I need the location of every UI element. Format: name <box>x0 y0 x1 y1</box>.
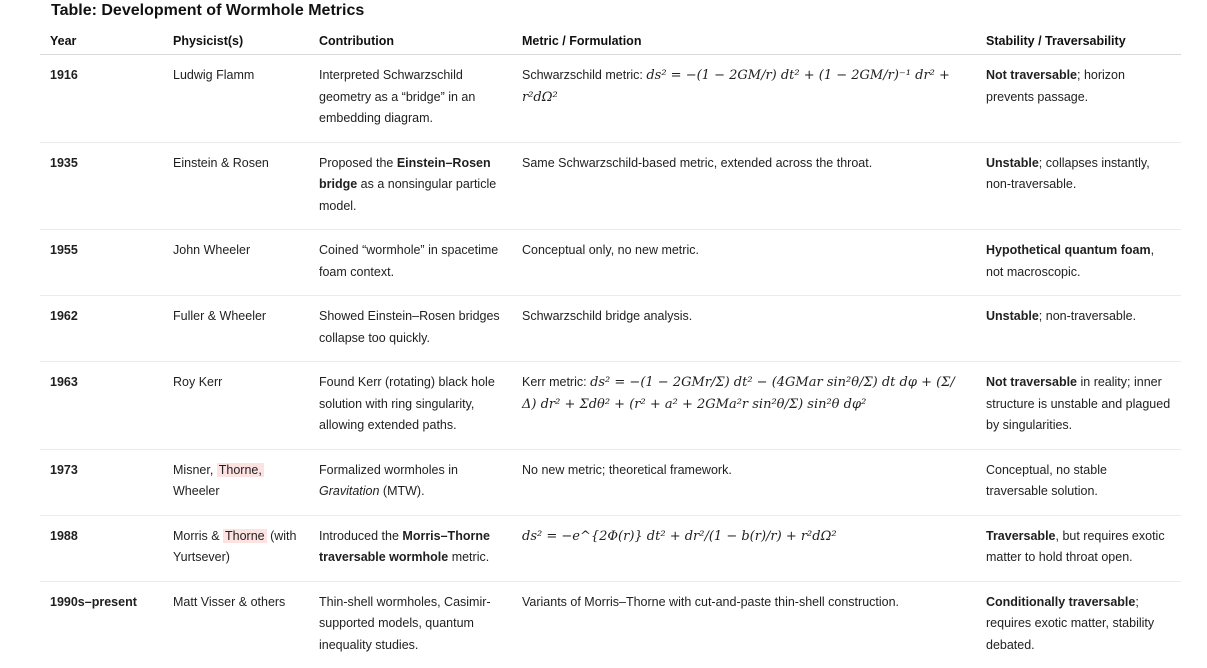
math-formula: ds² = −e^{2Φ(r)} dt² + dr²/(1 − b(r)/r) + r²dΩ² <box>522 528 837 544</box>
math-formula: ds² = −(1 − 2GM/r) dt² + (1 − 2GM/r)⁻¹ dr² + r²dΩ² <box>522 68 950 105</box>
header-contribution: Contribution <box>309 30 512 55</box>
physicists-cell: Misner, Thorne, Wheeler <box>163 449 309 515</box>
contribution-cell: Thin-shell wormholes, Casimir-supported models, quantum inequality studies. <box>319 594 491 652</box>
metric-cell: Kerr metric: ds² = −(1 − 2GMr/Σ) dt² − (4GMar sin²θ/Σ) dt dφ + (Σ/Δ) dr² + Σdθ² + (r² + a² + 2GMa²r sin²θ/Σ) sin²θ dφ² <box>512 362 976 450</box>
metric-cell: Conceptual only, no new metric. <box>512 230 976 296</box>
contribution-cell: Introduced the Morris–Thorne traversable wormhole metric. <box>309 515 512 581</box>
metric-cell: Schwarzschild metric: ds² = −(1 − 2GM/r) dt² + (1 − 2GM/r)⁻¹ dr² + r²dΩ² <box>512 55 976 143</box>
contribution-cell: Interpreted Schwarzschild geometry as a “bridge” in an embedding diagram. <box>309 55 512 143</box>
stability-cell: Traversable, but requires exotic matter to hold throat open. <box>976 515 1181 581</box>
table-row <box>40 230 1181 296</box>
stability-cell: Not traversable in reality; inner structure is unstable and plagued by singularities. <box>976 362 1181 450</box>
physicists-cell: John Wheeler <box>163 230 309 296</box>
table-row <box>40 362 1181 450</box>
stability-cell: Conceptual, no stable traversable solution. <box>976 449 1181 515</box>
physicists-cell: Ludwig Flamm <box>163 55 309 143</box>
table-row <box>40 296 1181 362</box>
highlighted-name: Thorne, <box>218 462 262 477</box>
year-cell: 1963 <box>40 362 163 450</box>
stability-cell: Conditionally traversable; requires exotic matter, stability debated. <box>986 594 1155 652</box>
table-row <box>40 449 1181 515</box>
physicists-cell: Matt Visser & others <box>173 594 286 609</box>
contribution-cell: Formalized wormholes in Gravitation (MTW). <box>309 449 512 515</box>
table-row <box>40 515 1181 581</box>
metric-cell <box>512 515 976 581</box>
physicists-cell: Roy Kerr <box>163 362 309 450</box>
header-physicists: Physicist(s) <box>163 30 309 55</box>
table-header-row <box>40 30 1181 55</box>
year-cell: 1962 <box>40 296 163 362</box>
stability-cell: Unstable; collapses instantly, non-traversable. <box>976 142 1181 230</box>
year-cell: 1990s–present <box>50 594 137 609</box>
contribution-cell: Proposed the Einstein–Rosen bridge as a nonsingular particle model. <box>309 142 512 230</box>
year-cell: 1935 <box>40 142 163 230</box>
table-row <box>40 142 1181 230</box>
wormhole-metrics-table <box>40 30 1181 668</box>
physicists-cell: Morris & Thorne (with Yurtsever) <box>163 515 309 581</box>
header-year: Year <box>40 30 163 55</box>
year-cell: 1955 <box>40 230 163 296</box>
metric-cell: Same Schwarzschild-based metric, extended across the throat. <box>512 142 976 230</box>
metric-cell: No new metric; theoretical framework. <box>512 449 976 515</box>
year-cell: 1988 <box>40 515 163 581</box>
header-metric: Metric / Formulation <box>512 30 976 55</box>
stability-cell: Hypothetical quantum foam, not macroscopic. <box>976 230 1181 296</box>
highlighted-name: Thorne <box>225 528 265 543</box>
year-cell: 1973 <box>40 449 163 515</box>
stability-cell: Not traversable; horizon prevents passage. <box>976 55 1181 143</box>
year-cell: 1916 <box>40 55 163 143</box>
stability-cell: Unstable; non-traversable. <box>976 296 1181 362</box>
table-title: Table: Development of Wormhole Metrics <box>51 2 365 19</box>
table-row <box>40 55 1181 143</box>
contribution-cell: Found Kerr (rotating) black hole solution with ring singularity, allowing extended paths. <box>309 362 512 450</box>
header-stability: Stability / Traversability <box>976 30 1181 55</box>
metric-cell: Variants of Morris–Thorne with cut-and-paste thin-shell construction. <box>522 594 900 609</box>
math-formula: ds² = −(1 − 2GMr/Σ) dt² − (4GMar sin²θ/Σ) dt dφ + (Σ/Δ) dr² + Σdθ² + (r² + a² + 2GMa²r sin²θ/Σ) sin²θ dφ² <box>522 375 955 412</box>
physicists-cell: Einstein & Rosen <box>163 142 309 230</box>
contribution-cell: Coined “wormhole” in spacetime foam context. <box>309 230 512 296</box>
physicists-cell: Fuller & Wheeler <box>163 296 309 362</box>
table-row <box>40 581 1181 668</box>
contribution-cell: Showed Einstein–Rosen bridges collapse too quickly. <box>309 296 512 362</box>
metric-cell: Schwarzschild bridge analysis. <box>512 296 976 362</box>
